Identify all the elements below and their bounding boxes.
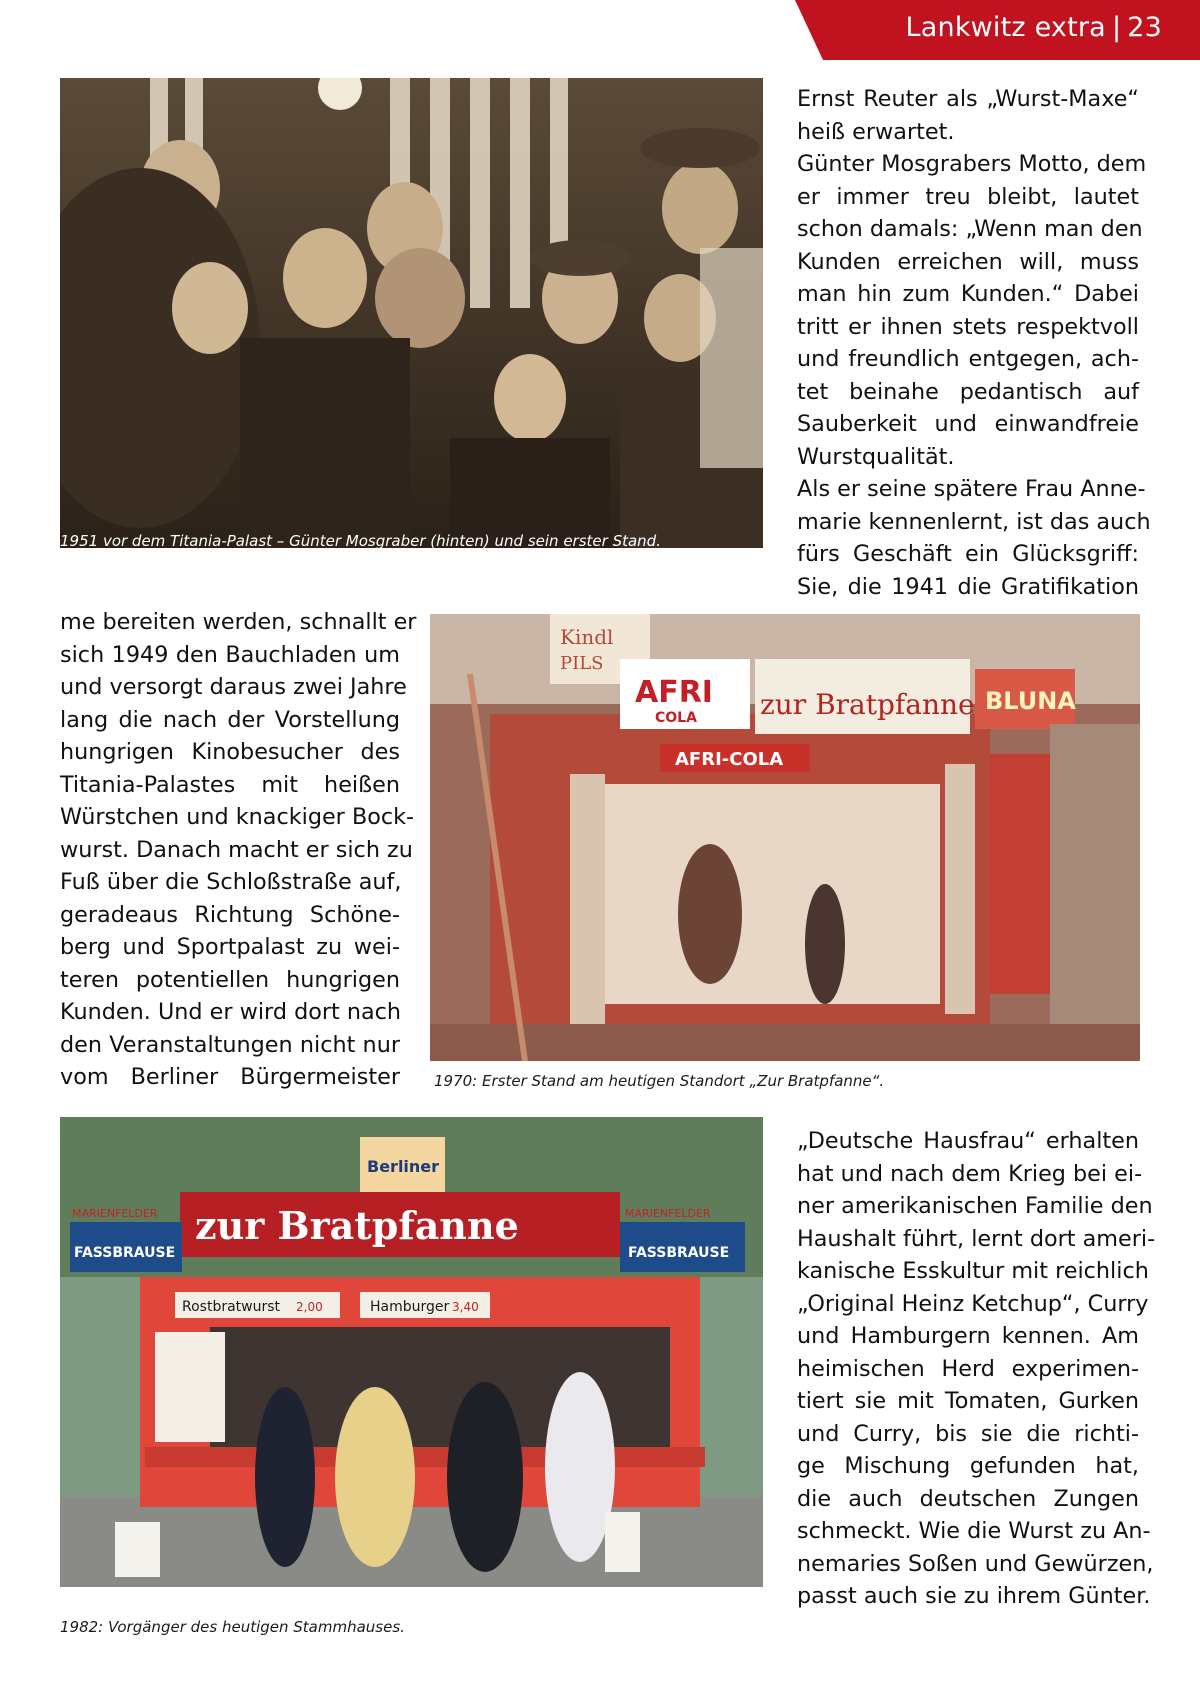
page-number: 23	[1127, 12, 1162, 43]
svg-text:PILS: PILS	[560, 653, 604, 674]
text-line: Als er seine spätere Frau Anne-	[797, 476, 1146, 502]
berliner-sign: Berliner	[367, 1157, 440, 1176]
cola-sign: COLA	[655, 710, 697, 726]
fassbrause-left: FASSBRAUSE	[74, 1245, 176, 1261]
text-line: Wurstqualität.	[797, 443, 955, 470]
text-line: ge Mischung gefunden hat,	[797, 1453, 1139, 1479]
header-separator: |	[1111, 12, 1122, 43]
photo-1951	[60, 78, 763, 548]
text-line: me bereiten werden, schnallt er	[60, 609, 417, 635]
hamburger-price: 3,40	[452, 1300, 479, 1314]
text-line: und versorgt daraus zwei Jahre	[60, 674, 407, 700]
text-line: Kunden. Und er wird dort nach	[60, 999, 402, 1025]
text-line: passt auch sie zu ihrem Günter.	[797, 1583, 1151, 1609]
text-line: Sauberkeit und einwandfreie	[797, 411, 1139, 437]
text-line: und Curry, bis sie die richti-	[797, 1420, 1139, 1447]
photo-1951-caption: 1951 vor dem Titania-Palast – Günter Mosgraber (hinten) und sein erster Stand.	[60, 532, 661, 550]
text-line: und freundlich entgegen, ach-	[797, 346, 1139, 372]
text-line: hungrigen Kinobesucher des	[60, 739, 400, 765]
text-line: wurst. Danach macht er sich zu	[60, 836, 413, 863]
text-line: den Veranstaltungen nicht nur	[60, 1031, 400, 1058]
rostbratwurst-price: 2,00	[296, 1300, 323, 1314]
text-line: „Deutsche Hausfrau“ erhalten	[797, 1128, 1139, 1154]
rostbratwurst-label: Rostbratwurst	[182, 1299, 281, 1315]
text-line: tritt er ihnen stets respektvoll	[797, 313, 1139, 340]
marienfelder-left: MARIENFELDER	[72, 1207, 158, 1220]
text-line: Kunden erreichen will, muss	[797, 248, 1139, 275]
text-line: Würstchen und knackiger Bock-	[60, 804, 415, 830]
text-column-left-mid	[60, 606, 417, 1094]
text-line: teren potentiellen hungrigen	[60, 966, 400, 993]
hamburger-label: Hamburger	[370, 1299, 450, 1315]
text-line: heiß erwartet.	[797, 118, 955, 145]
afri-cola-strip: AFRI-COLA	[675, 749, 784, 770]
section-title: Lankwitz extra	[905, 12, 1106, 43]
svg-text:Kindl: Kindl	[560, 625, 614, 649]
text-line: geradeaus Richtung Schöne-	[60, 901, 400, 928]
text-line: Ernst Reuter als „Wurst-Maxe“	[797, 86, 1139, 112]
afri-sign: AFRI	[635, 675, 713, 710]
text-line: kanische Esskultur mit reichlich	[797, 1258, 1149, 1284]
photo-1982	[60, 1117, 763, 1587]
photo-1970-caption: 1970: Erster Stand am heutigen Standort „Zur Bratpfanne“.	[434, 1072, 885, 1090]
text-line: man hin zum Kunden.“ Dabei	[797, 281, 1139, 307]
text-column-right-bottom	[797, 1125, 1156, 1613]
marienfelder-right: MARIENFELDER	[625, 1207, 711, 1220]
text-line: vom Berliner Bürgermeister	[60, 1064, 400, 1090]
text-line: tiert sie mit Tomaten, Gurken	[797, 1388, 1139, 1414]
text-line: Günter Mosgrabers Motto, dem	[797, 151, 1147, 177]
text-line: marie kennenlernt, ist das auch	[797, 508, 1151, 535]
text-line: die auch deutschen Zungen	[797, 1485, 1139, 1512]
text-line: berg und Sportpalast zu wei-	[60, 934, 400, 960]
text-line: nemaries Soßen und Gewürzen,	[797, 1550, 1154, 1577]
text-line: fürs Geschäft ein Glücksgriff:	[797, 541, 1139, 567]
text-line: und Hamburgern kennen. Am	[797, 1323, 1139, 1349]
text-line: hat und nach dem Krieg bei ei-	[797, 1160, 1143, 1187]
bluna-sign: BLUNA	[985, 687, 1076, 715]
text-line: er immer treu bleibt, lautet	[797, 183, 1139, 210]
photo-1970	[430, 614, 1140, 1061]
text-line: ner amerikanischen Familie den	[797, 1193, 1153, 1219]
text-line: Sie, die 1941 die Gratifikation	[797, 573, 1139, 600]
bratpfanne-sign-1982: zur Bratpfanne	[195, 1203, 519, 1248]
text-line: „Original Heinz Ketchup“, Curry	[797, 1290, 1149, 1317]
text-line: Haushalt führt, lernt dort ameri-	[797, 1225, 1156, 1252]
text-line: lang die nach der Vorstellung	[60, 706, 400, 733]
text-line: Fuß über die Schloßstraße auf,	[60, 869, 402, 895]
fassbrause-right: FASSBRAUSE	[628, 1245, 730, 1261]
text-line: Titania-Palastes mit heißen	[60, 771, 400, 798]
page-header	[906, 12, 1162, 43]
bratpfanne-sign-1970: zur Bratpfanne	[760, 688, 975, 721]
text-line: heimischen Herd experimen-	[797, 1355, 1139, 1382]
photo-1982-caption: 1982: Vorgänger des heutigen Stammhauses.	[60, 1618, 405, 1636]
text-line: tet beinahe pedantisch auf	[797, 378, 1139, 405]
text-line: sich 1949 den Bauchladen um	[60, 641, 400, 668]
text-column-right-top	[797, 83, 1151, 603]
text-line: schon damals: „Wenn man den	[797, 216, 1143, 242]
text-line: schmeckt. Wie die Wurst zu An-	[797, 1518, 1151, 1544]
